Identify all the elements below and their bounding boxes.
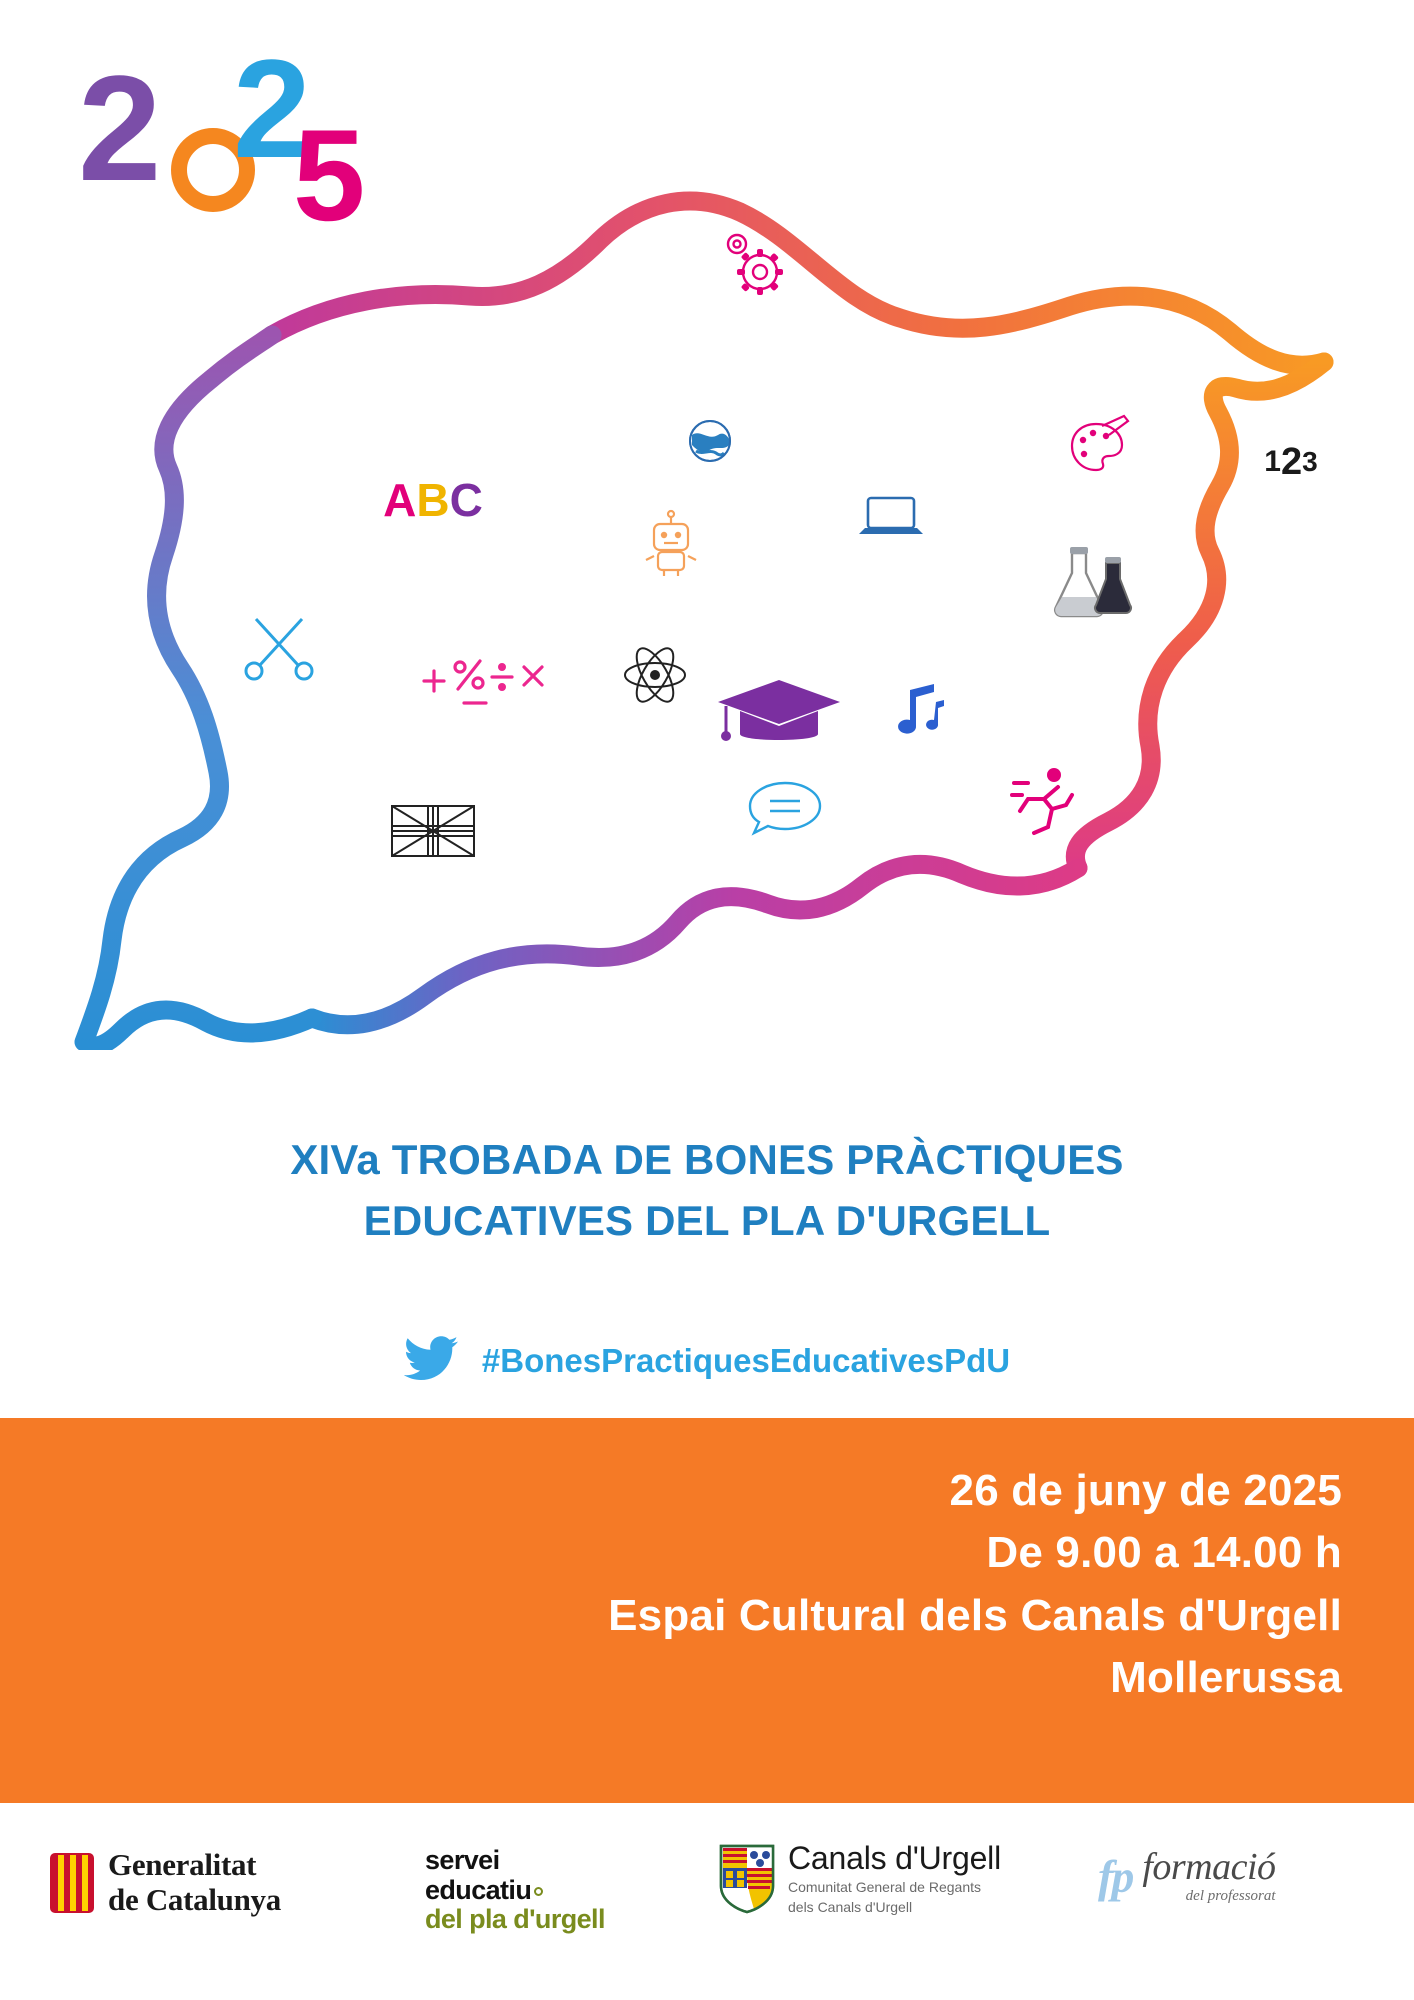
poster-title [0,1130,1414,1252]
title-line-2: EDUCATIVES DEL PLA D'URGELL [363,1196,1051,1244]
atom-icon [620,640,690,710]
svg-text:2: 2 [78,45,162,212]
servei-line-2: educatiu [425,1874,532,1905]
uk-flag-icon [390,800,480,862]
generalitat-de-catalunya-logo [50,1848,281,1917]
event-time: De 9.00 a 14.00 h [986,1528,1342,1578]
palette-icon [1062,410,1132,480]
canals-sub-1: Comunitat General de Regants [788,1878,981,1895]
map-outline [0,150,1414,1050]
music-notes-icon [890,680,950,750]
servei-line-3: del pla d'urgell [425,1904,605,1935]
event-date: 26 de juny de 2025 [949,1466,1342,1515]
pla-durgell-map [0,150,1414,1050]
speech-bubble-icon [742,775,828,841]
senyera-icon [50,1853,94,1913]
graduation-cap-icon [714,670,844,750]
fp-mark-icon: fp [1098,1851,1133,1902]
gears-icon [714,230,794,300]
globe-icon [684,415,736,467]
generalitat-line-2: de Catalunya [108,1881,281,1917]
generalitat-line-1: Generalitat [108,1847,257,1882]
footer-logos [0,1810,1414,2000]
hashtag-row [0,1335,1414,1386]
abc-letters-icon: A B C [383,474,483,526]
event-venue: Espai Cultural dels Canals d'Urgell [608,1590,1342,1640]
svg-text:2: 2 [233,45,311,187]
servei-line-1: servei [425,1845,500,1875]
scissors-icon [240,605,320,685]
math-symbols-icon [420,645,560,715]
event-details-band [0,1418,1414,1803]
running-person-icon [1010,765,1080,841]
canals-title: Canals d'Urgell [788,1840,1001,1876]
hashtag-label: #BonesPractiquesEducativesPdU [481,1341,1011,1379]
canals-sub-2: dels Canals d'Urgell [788,1899,913,1916]
servei-dot-icon [534,1887,543,1896]
canals-durgell-logo [718,1842,1001,1917]
event-city: Mollerussa [1110,1653,1342,1703]
title-line-1: XIVa TROBADA DE BONES PRÀCTIQUES [290,1136,1124,1183]
svg-text:5: 5 [293,102,366,230]
numbers-123-icon: 1 2 3 [1264,441,1318,483]
canals-shield-icon [718,1843,776,1915]
twitter-bird-icon [404,1335,460,1386]
formacio-sub: del professorat [1185,1888,1276,1904]
numbers-123-label: 1 [1264,445,1281,478]
formacio-del-professorat-logo [1098,1848,1276,1905]
servei-educatiu-logo [425,1846,605,1935]
formacio-title: formació [1142,1846,1276,1888]
laptop-icon [855,490,927,546]
lab-flasks-icon [1050,545,1140,621]
robot-icon [640,508,702,578]
